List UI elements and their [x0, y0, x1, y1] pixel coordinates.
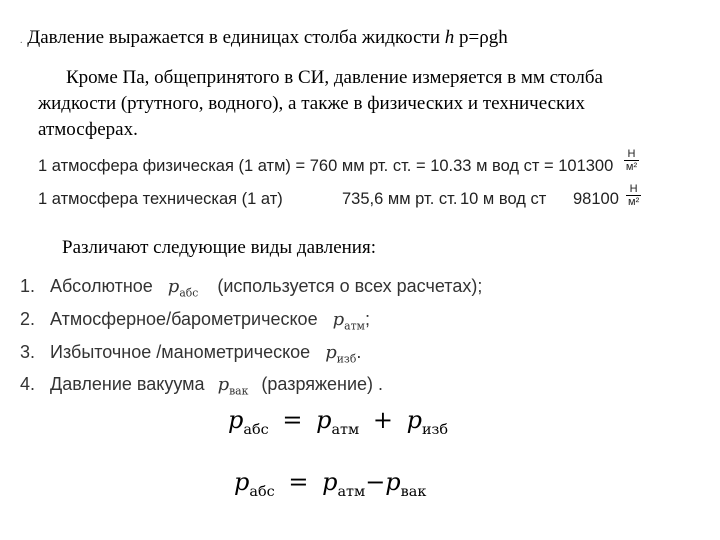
- list-number: 3.: [20, 342, 36, 362]
- list-number: 2.: [20, 309, 36, 329]
- eq-minus: −: [365, 468, 386, 496]
- list-item: [20, 374, 383, 398]
- intro-text: Давление выражается в единицах столба жидкости: [27, 27, 441, 48]
- equation-absolute-vacuum: [234, 468, 426, 500]
- unit-denominator: м²: [628, 196, 640, 208]
- list-tail: (разряжение) .: [261, 374, 384, 394]
- pressure-symbol: $p_{атм}$: [332, 309, 365, 333]
- paragraph-line-1: Кроме Па, общепринятого в СИ, давление измеряется в мм столба: [66, 67, 603, 88]
- eq-term-a: $p_{атм}$: [322, 468, 366, 500]
- eq-plus: +: [372, 406, 393, 434]
- list-tail: ;: [364, 309, 370, 329]
- list-number: 1.: [20, 276, 36, 296]
- list-tail: .: [356, 342, 362, 362]
- eq-equals: =: [288, 468, 309, 496]
- pressure-symbol: $p_{абс}$: [167, 276, 199, 300]
- paragraph-line-2: жидкости (ртутного, водного), а также в физических и технических: [38, 93, 585, 114]
- pressure-symbol: $p_{изб}$: [325, 342, 357, 366]
- atm-physical-row: [38, 148, 639, 179]
- unit-numerator: Н: [624, 148, 639, 161]
- atm-technical-value: 98100: [573, 190, 619, 208]
- list-item: [20, 309, 370, 333]
- unit-fraction: [624, 148, 639, 173]
- intro-line: [20, 27, 508, 49]
- unit-numerator: Н: [626, 183, 641, 196]
- intro-h: h: [444, 27, 455, 48]
- intro-formula: p=ρgh: [459, 27, 508, 48]
- list-label: Атмосферное/барометрическое: [50, 309, 318, 329]
- eq-lhs: $p_{абс}$: [228, 406, 269, 438]
- list-number: 4.: [20, 374, 36, 394]
- types-heading: Различают следующие виды давления:: [62, 237, 376, 258]
- eq-term-b: $p_{вак}$: [385, 468, 427, 500]
- atm-technical-mmhg: 735,6 мм рт. ст.: [342, 190, 458, 208]
- pressure-symbol: $p_{вак}$: [217, 374, 249, 398]
- list-tail: (используется о всех расчетах);: [217, 276, 483, 296]
- equation-absolute-gauge: [228, 406, 448, 438]
- atm-physical-text: 1 атмосфера физическая (1 атм) = 760 мм рт. ст. = 10.33 м вод ст = 101300: [38, 156, 614, 175]
- intro-marker: .: [20, 35, 23, 46]
- list-item: [20, 342, 361, 366]
- list-label: Избыточное /манометрическое: [50, 342, 311, 362]
- atm-technical-mwater: 10 м вод ст: [460, 190, 547, 208]
- list-label: Давление вакуума: [50, 374, 205, 394]
- paragraph-line-3: атмосферах.: [38, 119, 138, 140]
- atm-technical-name: 1 атмосфера техническая (1 ат): [38, 190, 283, 208]
- eq-term-a: $p_{атм}$: [316, 406, 360, 438]
- atm-technical-row: [38, 183, 678, 220]
- eq-equals: =: [282, 406, 303, 434]
- eq-term-b: $p_{изб}$: [406, 406, 449, 438]
- unit-denominator: м²: [625, 161, 638, 173]
- unit-fraction: [626, 183, 641, 208]
- list-label: Абсолютное: [50, 276, 153, 296]
- eq-lhs: $p_{абс}$: [234, 468, 275, 500]
- list-item: [20, 276, 482, 300]
